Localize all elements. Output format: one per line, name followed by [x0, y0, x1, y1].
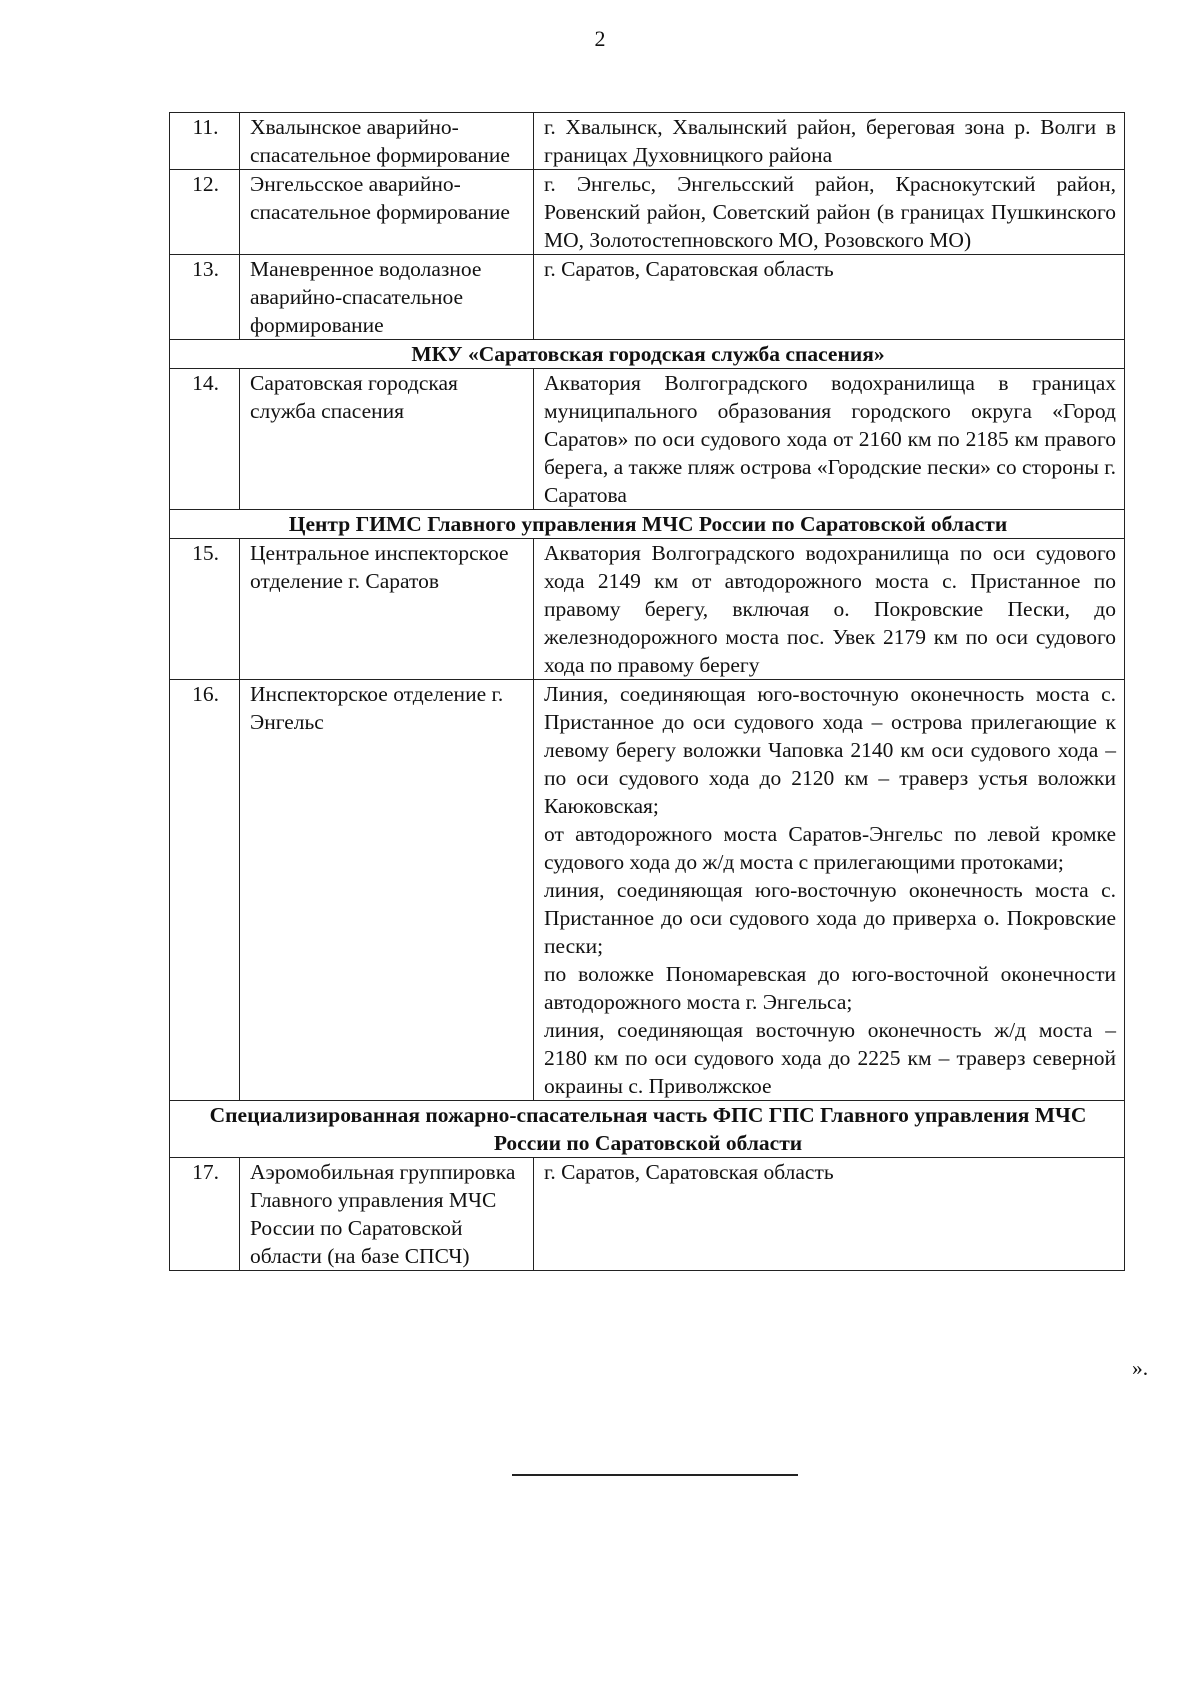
table-row	[170, 170, 1125, 255]
area-paragraph: г. Хвалынск, Хвалынский район, береговая зона р. Волги в границах Духовницкого района	[544, 115, 1116, 167]
area-paragraph: Линия, соединяющая юго-восточную оконечность моста с. Пристанное до оси судового хода – острова прилегающие к левому берегу воложки Чаповка 2140 км оси судового хода – по оси судового хода до 2120 км – траверз устья воложки Каюковская;	[544, 682, 1116, 818]
section-header-row	[170, 1101, 1125, 1158]
row-number: 16.	[170, 680, 240, 1101]
row-number: 15.	[170, 539, 240, 680]
area-paragraph: Акватория Волгоградского водохранилища в границах муниципального образования городского округа «Город Саратов» по оси судового хода от 2160 км по 2185 км правого берега, а также пляж острова «Городские пески» со стороны г. Саратова	[544, 371, 1116, 507]
row-number: 12.	[170, 170, 240, 255]
row-number: 11.	[170, 113, 240, 170]
responsibility-area	[534, 113, 1125, 170]
page-number: 2	[594, 26, 606, 51]
table-row	[170, 539, 1125, 680]
unit-name: Энгельсское аварийно-спасательное формирование	[240, 170, 534, 255]
section-header-row	[170, 510, 1125, 539]
row-number: 17.	[170, 1158, 240, 1271]
responsibility-area	[534, 170, 1125, 255]
responsibility-area	[534, 369, 1125, 510]
unit-name: Саратовская городская служба спасения	[240, 369, 534, 510]
area-paragraph: Акватория Волгоградского водохранилища по оси судового хода 2149 км от автодорожного моста с. Пристанное по правому берегу, включая о. Покровские Пески, до железнодорожного моста пос. Увек 2179 км по оси судового хода по правому берегу	[544, 541, 1116, 677]
table-row	[170, 113, 1125, 170]
table-row	[170, 680, 1125, 1101]
responsibility-area	[534, 1158, 1125, 1271]
area-paragraph: линия, соединяющая юго-восточную оконечность моста с. Пристанное до оси судового хода до приверха о. Покровские пески;	[544, 878, 1116, 958]
unit-name: Хвалынское аварийно-спасательное формирование	[240, 113, 534, 170]
responsibility-area	[534, 255, 1125, 340]
row-number: 13.	[170, 255, 240, 340]
unit-name: Маневренное водолазное аварийно-спасательное формирование	[240, 255, 534, 340]
table-row	[170, 1158, 1125, 1271]
area-paragraph: линия, соединяющая восточную оконечность ж/д моста – 2180 км по оси судового хода до 2225 км – траверз северной окраины с. Приволжское	[544, 1018, 1116, 1098]
section-title: Специализированная пожарно-спасательная часть ФПС ГПС Главного управления МЧС России по Саратовской области	[170, 1101, 1125, 1158]
area-paragraph: по воложке Пономаревская до юго-восточной оконечности автодорожного моста г. Энгельса;	[544, 962, 1116, 1014]
area-paragraph: от автодорожного моста Саратов-Энгельс по левой кромке судового хода до ж/д моста с прилегающими протоками;	[544, 822, 1116, 874]
area-paragraph: г. Саратов, Саратовская область	[544, 1160, 834, 1184]
responsibility-area	[534, 539, 1125, 680]
unit-name: Аэромобильная группировка Главного управления МЧС России по Саратовской области (на базе СПСЧ)	[240, 1158, 534, 1271]
end-divider-line	[512, 1474, 798, 1476]
responsibility-area	[534, 680, 1125, 1101]
unit-name: Центральное инспекторское отделение г. Саратов	[240, 539, 534, 680]
closing-quote-mark: ».	[1132, 1356, 1149, 1380]
section-title: МКУ «Саратовская городская служба спасения»	[170, 340, 1125, 369]
table-row	[170, 255, 1125, 340]
rescue-units-table	[169, 112, 1125, 1271]
area-paragraph: г. Энгельс, Энгельсский район, Краснокутский район, Ровенский район, Советский район (в границах Пушкинского МО, Золотостепновского МО, Розовского МО)	[544, 172, 1116, 252]
row-number: 14.	[170, 369, 240, 510]
table-row	[170, 369, 1125, 510]
section-title: Центр ГИМС Главного управления МЧС России по Саратовской области	[170, 510, 1125, 539]
unit-name: Инспекторское отделение г. Энгельс	[240, 680, 534, 1101]
area-paragraph: г. Саратов, Саратовская область	[544, 257, 834, 281]
section-header-row	[170, 340, 1125, 369]
